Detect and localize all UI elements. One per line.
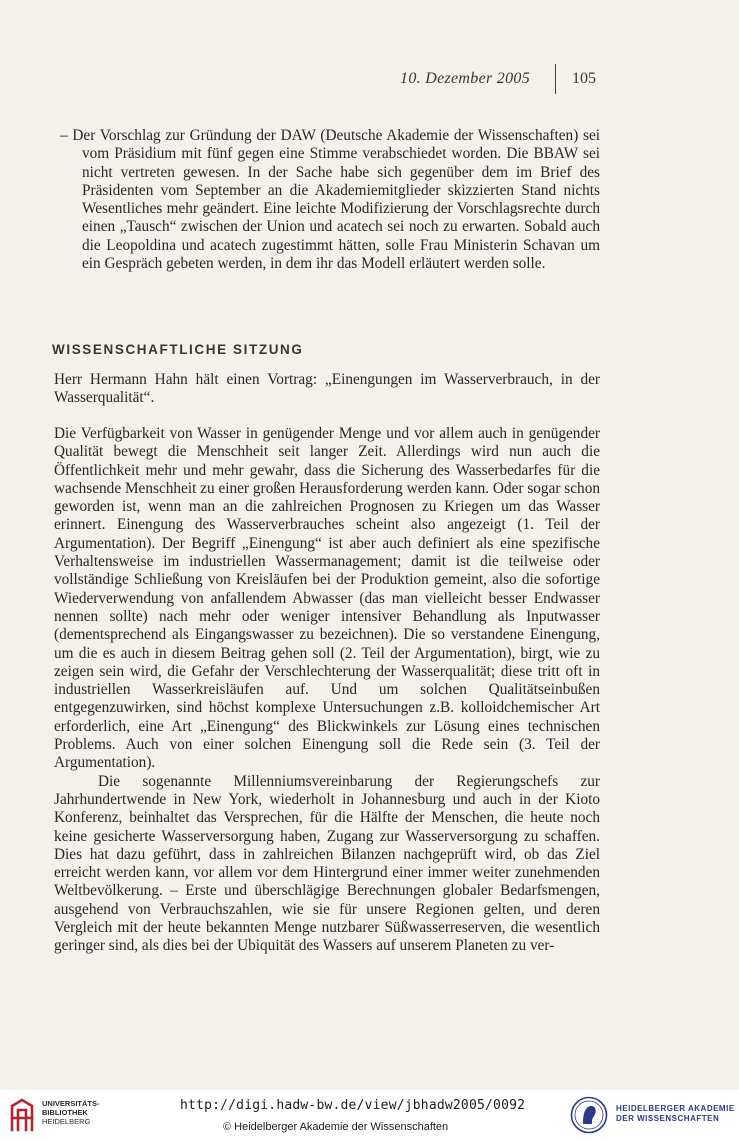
library-line-2: BIBLIOTHEK — [42, 1108, 88, 1117]
copyright-notice: © Heidelberger Akademie der Wissenschaften — [223, 1121, 449, 1133]
section-heading: WISSENSCHAFTLICHE SITZUNG — [52, 342, 304, 357]
talk-paragraph: Herr Hermann Hahn hält einen Vortrag: „Einengungen im Wasserverbrauch, in der Wasserqualität“. — [54, 371, 600, 407]
intro-paragraph: – Der Vorschlag zur Gründung der DAW (Deutsche Akademie der Wissenschaften) sei vom Präsidium mit fünf gegen eine Stimme verabschiedet worden. Die BBAW sei nicht vertreten gewesen. In der Sache habe sich gegenüber dem im Brief des Präsidenten vom September an die Akademiemitglieder skizzierten Stand nichts Wesentliches mehr geändert. Eine leichte Modifizierung der Vorschlagsrechte durch einen „Tausch“ zwischen der Union und acatech sei noch zu erwarten. Sobald auch die Leopoldina und acatech zugestimmt hätten, solle Frau Ministerin Schavan um ein Gespräch gebeten werden, in dem ihr das Modell erläutert werden solle. — [60, 127, 600, 273]
library-line-1: UNIVERSITÄTS- — [42, 1099, 100, 1108]
academy-name — [616, 1104, 735, 1124]
body-paragraph-2: Die sogenannte Millenniumsvereinbarung der Regierungschefs zur Jahrhundertwende in New York, wiederholt in Johannesburg und auch in der Kioto Konferenz, beinhaltet das Versprechen, für die Hälfte der Menschen, die heute noch keine gesicherte Wasserversorgung haben, Zugang zur Wasserversorgung zu schaffen. Dies hat dazu geführt, dass in zahlreichen Bilanzen nachgeprüft wird, ob das Ziel erreicht werden kann, vor allem vor dem Hintergrund einer immer weiter zunehmenden Weltbevölkerung. – Erste und überschlägige Berechnungen globaler Bedarfsmengen, ausgehend von Verbrauchszahlen, wie sie für unsere Regionen gelten, und deren Vergleich mit der heute bekannten Menge nutzbarer Süßwasserreserven, die wesentlich geringer sind, als dies bei der Ubiquität des Wassers auf unserem Planeten zu ver- — [54, 772, 600, 955]
intro-block — [54, 127, 600, 273]
permalink-url[interactable]: http://digi.hadw-bw.de/view/jbhadw2005/0092 — [180, 1098, 526, 1113]
running-header — [0, 70, 739, 96]
university-library-logo-icon — [8, 1096, 36, 1134]
digitization-footer — [0, 1090, 739, 1141]
academy-seal-icon — [570, 1096, 608, 1134]
library-line-3: HEIDELBERG — [42, 1117, 91, 1126]
header-date: 10. Dezember 2005 — [400, 70, 530, 87]
body-text — [54, 425, 600, 956]
body-paragraph-1: Die Verfügbarkeit von Wasser in genügender Menge und vor allem auch in genügender Qualität bewegt die Menschheit seit langer Zeit. Allerdings wird nun auch die Öffentlichkeit mehr und mehr gewahr, dass die Sicherung des Wasserbedarfes für die wachsende Menschheit zu einer großen Herausforderung werden kann. Oder sogar schon geworden ist, wenn man an die zahlreichen Prognosen zu Kriegen um das Wasser erinnert. Einengung des Wasserverbrauches scheint also angezeigt (1. Teil der Argumentation). Der Begriff „Einengung“ ist aber auch definiert als eine spezifische Verhaltensweise im industriellen Wassermanagement; damit ist die teilweise oder vollständige Schließung von Kreisläufen bei der Produktion gemeint, also die sofortige Wiederverwendung von anfallendem Abwasser (das man vielleicht besser Endwasser nennen sollte) nach mehr oder weniger intensiver Behandlung als Inputwasser (dementsprechend als Eingangswasser zu bezeichnen). Die so verstandene Einengung, um die es auch in diesem Beitrag gehen soll (2. Teil der Argumentation), birgt, wie zu zeigen sein wird, die Gefahr der Verschlechterung der Wasserqualität; diese tritt oft in industriellen Wasserkreisläufen auf. Und um solchen Qualitätseinbußen entgegenzuwirken, sind höchst komplexe Untersuchungen z.B. kolloidchemischer Art erforderlich, eine Art „Einengung“ des Blickwinkels zur Lösung eines technischen Problems. Auch von einer solchen Einengung soll die Rede sein (3. Teil der Argumentation). — [54, 425, 600, 772]
academy-line-2: DER WISSENSCHAFTEN — [616, 1114, 720, 1123]
header-divider — [555, 64, 556, 94]
academy-line-1: HEIDELBERGER AKADEMIE — [616, 1104, 735, 1113]
university-library-name — [42, 1099, 100, 1126]
page-number: 105 — [572, 70, 596, 87]
talk-announcement — [54, 371, 600, 408]
